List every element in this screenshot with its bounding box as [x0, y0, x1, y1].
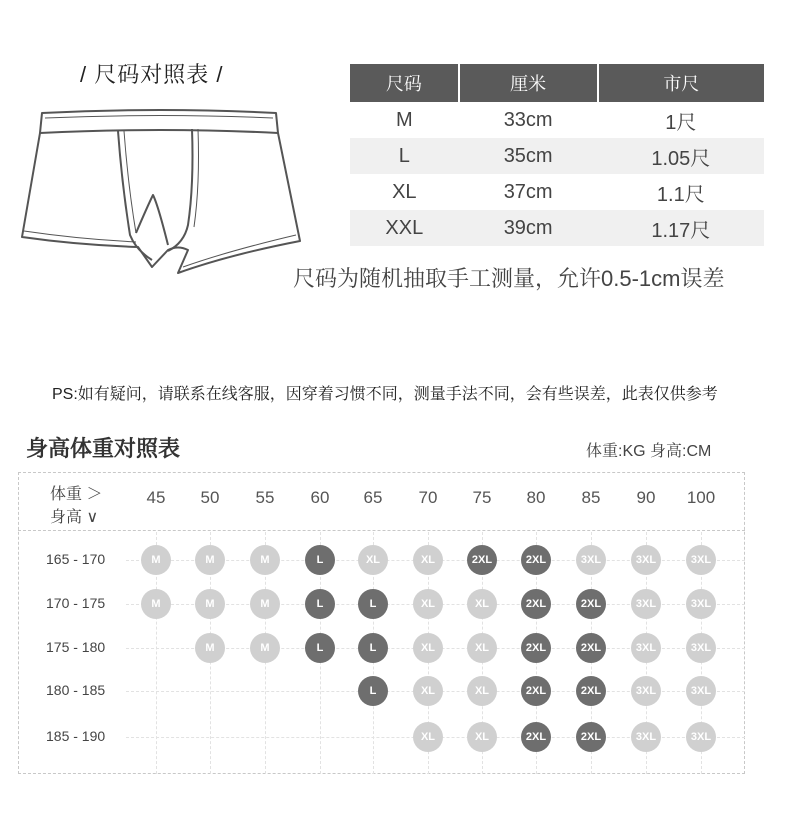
weight-column-label: 90: [636, 488, 656, 507]
height-row-label: 180 - 185: [46, 682, 106, 698]
size-badge: M: [195, 633, 225, 663]
table-row: [350, 210, 764, 246]
table-cell: L: [350, 138, 459, 174]
size-badge: 3XL: [686, 545, 716, 575]
size-header-cell: 尺码: [350, 64, 459, 102]
size-badge: M: [141, 589, 171, 619]
weight-column-label: 85: [581, 488, 601, 507]
size-table: [350, 64, 764, 246]
table-cell: 1.1尺: [656, 183, 705, 206]
size-badge: XL: [467, 589, 497, 619]
table-row: [350, 174, 764, 210]
size-badge: 3XL: [686, 676, 716, 706]
ps-note: PS:如有疑问，请联系在线客服，因穿着习惯不同，测量手法不同，会有些误差，此表仅供参考: [52, 386, 718, 403]
size-badge: 3XL: [631, 676, 661, 706]
size-badge: M: [250, 633, 280, 663]
size-badge: 2XL: [521, 589, 551, 619]
table-cell: XXL: [350, 210, 459, 246]
weight-column-label: 75: [472, 488, 492, 507]
table-cell: 35cm: [459, 138, 598, 174]
table-row: [350, 138, 764, 174]
height-row-label: 185 - 190: [46, 728, 106, 744]
size-badge: 2XL: [576, 722, 606, 752]
size-badge: 2XL: [576, 633, 606, 663]
size-badge: M: [250, 545, 280, 575]
size-badge: 3XL: [631, 589, 661, 619]
height-axis-label: 身高 ∨: [50, 509, 99, 526]
table-cell: 1尺: [665, 111, 697, 134]
size-badge: M: [195, 589, 225, 619]
weight-column-label: 60: [310, 488, 330, 507]
weight-column-label: 50: [200, 488, 220, 507]
size-badge: L: [305, 633, 335, 663]
table-cell: 1.05尺: [598, 138, 764, 174]
table-cell: M: [396, 108, 413, 131]
units-label: 体重:KG 身高:CM: [586, 443, 712, 460]
size-badge: 3XL: [631, 545, 661, 575]
size-badge: 2XL: [521, 545, 551, 575]
size-badge: L: [305, 545, 335, 575]
weight-column-label: 80: [526, 488, 546, 507]
size-badge: 3XL: [576, 545, 606, 575]
size-badge: M: [250, 589, 280, 619]
size-badge: XL: [413, 545, 443, 575]
size-badge: 2XL: [576, 589, 606, 619]
size-badge: XL: [467, 722, 497, 752]
table-cell: 37cm: [503, 180, 553, 203]
size-table-header: [350, 64, 764, 102]
size-badge: XL: [413, 633, 443, 663]
table-cell: 1.17尺: [598, 210, 764, 246]
size-badge: 2XL: [576, 676, 606, 706]
size-badge: 2XL: [521, 722, 551, 752]
grid-divider: [18, 530, 745, 531]
weight-column-label: 45: [146, 488, 166, 507]
grid-corner-label: [50, 483, 102, 529]
size-badge: 3XL: [686, 589, 716, 619]
height-row-label: 170 - 175: [46, 595, 106, 611]
height-row-label: 165 - 170: [46, 551, 106, 567]
size-badge: L: [358, 589, 388, 619]
size-badge: XL: [413, 676, 443, 706]
height-weight-title: 身高体重对照表: [26, 436, 181, 461]
size-badge: 2XL: [521, 633, 551, 663]
size-badge: 2XL: [467, 545, 497, 575]
size-badge: XL: [467, 633, 497, 663]
cm-header-cell: 厘米: [459, 64, 598, 102]
measurement-note: 尺码为随机抽取手工测量，允许0.5-1cm误差: [293, 266, 725, 291]
table-cell: 33cm: [503, 108, 553, 131]
weight-column-label: 55: [255, 488, 275, 507]
size-badge: XL: [413, 722, 443, 752]
size-badge: XL: [358, 545, 388, 575]
size-badge: XL: [467, 676, 497, 706]
weight-column-label: 70: [418, 488, 438, 507]
weight-column-label: 100: [686, 488, 716, 507]
size-badge: M: [141, 545, 171, 575]
table-cell: 39cm: [459, 210, 598, 246]
boxer-shorts-illustration: [18, 105, 304, 275]
table-cell: XL: [392, 180, 417, 203]
table-row: [350, 102, 764, 138]
size-badge: 3XL: [631, 722, 661, 752]
size-badge: L: [358, 676, 388, 706]
chi-header-cell: 市尺: [598, 64, 764, 102]
weight-axis-label: 体重 ＞: [50, 486, 103, 503]
size-badge: 3XL: [631, 633, 661, 663]
weight-column-label: 65: [363, 488, 383, 507]
size-chart-title: / 尺码对照表 /: [80, 62, 224, 87]
size-badge: 3XL: [686, 633, 716, 663]
size-badge: L: [358, 633, 388, 663]
size-badge: M: [195, 545, 225, 575]
height-row-label: 175 - 180: [46, 639, 106, 655]
size-badge: 3XL: [686, 722, 716, 752]
size-badge: 2XL: [521, 676, 551, 706]
size-badge: XL: [413, 589, 443, 619]
size-badge: L: [305, 589, 335, 619]
